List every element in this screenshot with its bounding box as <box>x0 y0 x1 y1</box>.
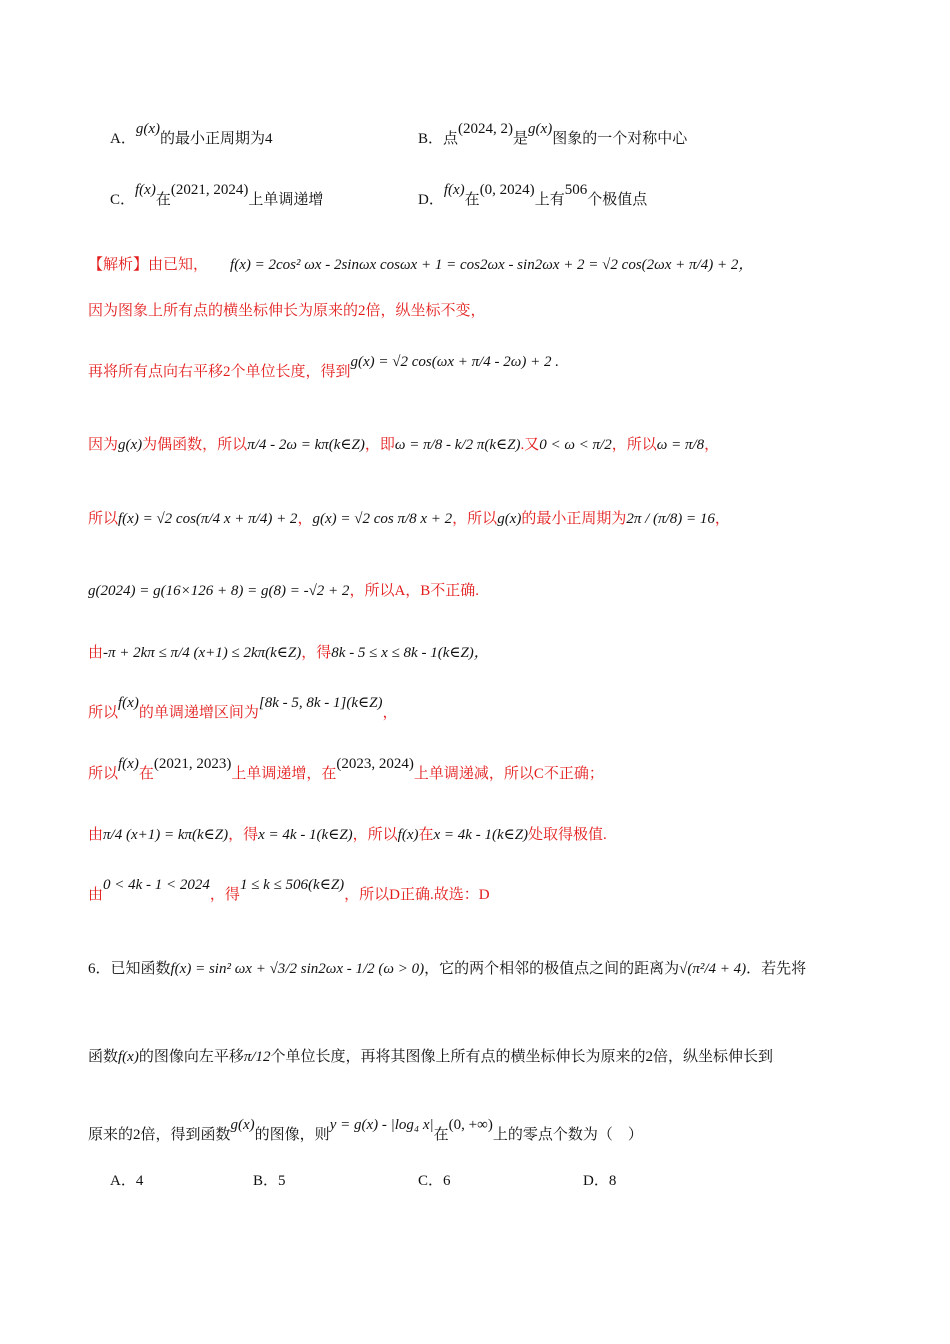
option-d: D．f(x)在(0, 2024)上有506个极值点 <box>418 182 648 208</box>
solution-line-10: 由π/4 (x+1) = kπ(k∈Z)，得x = 4k - 1(k∈Z)，所以f(x)在x = 4k - 1(k∈Z)处取得极值. <box>88 827 607 843</box>
question-6-line-2: 函数f(x)的图像向左平移π/12个单位长度，再将其图像上所有点的横坐标伸长为原来的2倍，纵坐标伸长到 <box>88 1049 774 1065</box>
solution-line-7: 由-π + 2kπ ≤ π/4 (x+1) ≤ 2kπ(k∈Z)，得8k - 5 ≤ x ≤ 8k - 1(k∈Z)， <box>88 645 489 661</box>
question-6-option-b: B．5 <box>253 1173 286 1189</box>
option-c: C．f(x)在(2021, 2024)上单调递增 <box>110 182 324 208</box>
question-6-option-c: C．6 <box>418 1173 451 1189</box>
solution-line-2: 因为图象上所有点的横坐标伸长为原来的2倍，纵坐标不变， <box>88 303 486 319</box>
question-6-option-a: A．4 <box>110 1173 144 1189</box>
solution-line-8: 所以f(x)的单调递增区间为[8k - 5, 8k - 1](k∈Z)， <box>88 695 398 721</box>
solution-line-5: 所以f(x) = √2 cos(π/4 x + π/4) + 2，g(x) = √2 cos π/8 x + 2，所以g(x)的最小正周期为2π / (π/8) = 16， <box>88 511 730 527</box>
option-b: B．点(2024, 2)是g(x)图象的一个对称中心 <box>418 121 688 147</box>
solution-tag: 【解析】 <box>88 257 149 273</box>
solution-line-4: 因为g(x)为偶函数，所以π/4 - 2ω = kπ(k∈Z)，即ω = π/8 - k/2 π(k∈Z).又0 < ω < π/2，所以ω = π/8， <box>88 437 720 453</box>
question-6-line-1: 6．已知函数f(x) = sin² ωx + √3/2 sin2ωx - 1/2 (ω > 0)，它的两个相邻的极值点之间的距离为√(π²/4 + 4)．若先将 <box>88 961 807 977</box>
solution-line-11: 由0 < 4k - 1 < 2024，得1 ≤ k ≤ 506(k∈Z)，所以D正确.故选：D <box>88 877 490 903</box>
solution-line-3: 再将所有点向右平移2个单位长度，得到g(x) = √2 cos(ωx + π/4 - 2ω) + 2 . <box>88 354 560 380</box>
solution-line-9: 所以f(x)在(2021, 2023)上单调递增，在(2023, 2024)上单调递减，所以C不正确； <box>88 756 604 782</box>
solution-line-6: g(2024) = g(16×126 + 8) = g(8) = -√2 + 2，所以A，B不正确. <box>88 583 480 599</box>
solution-line-1: 【解析】由已知， f(x) = 2cos² ωx - 2sinωx cosωx + 1 = cos2ωx - sin2ωx + 2 = √2 cos(2ωx + π/4) + 2， <box>88 257 754 273</box>
question-6-line-3: 原来的2倍，得到函数g(x)的图像，则y = g(x) - |log₄ x|在(0, +∞)上的零点个数为（ ） <box>88 1117 643 1143</box>
question-6-option-d: D．8 <box>583 1173 617 1189</box>
option-a: A．g(x)的最小正周期为4 <box>110 121 273 147</box>
